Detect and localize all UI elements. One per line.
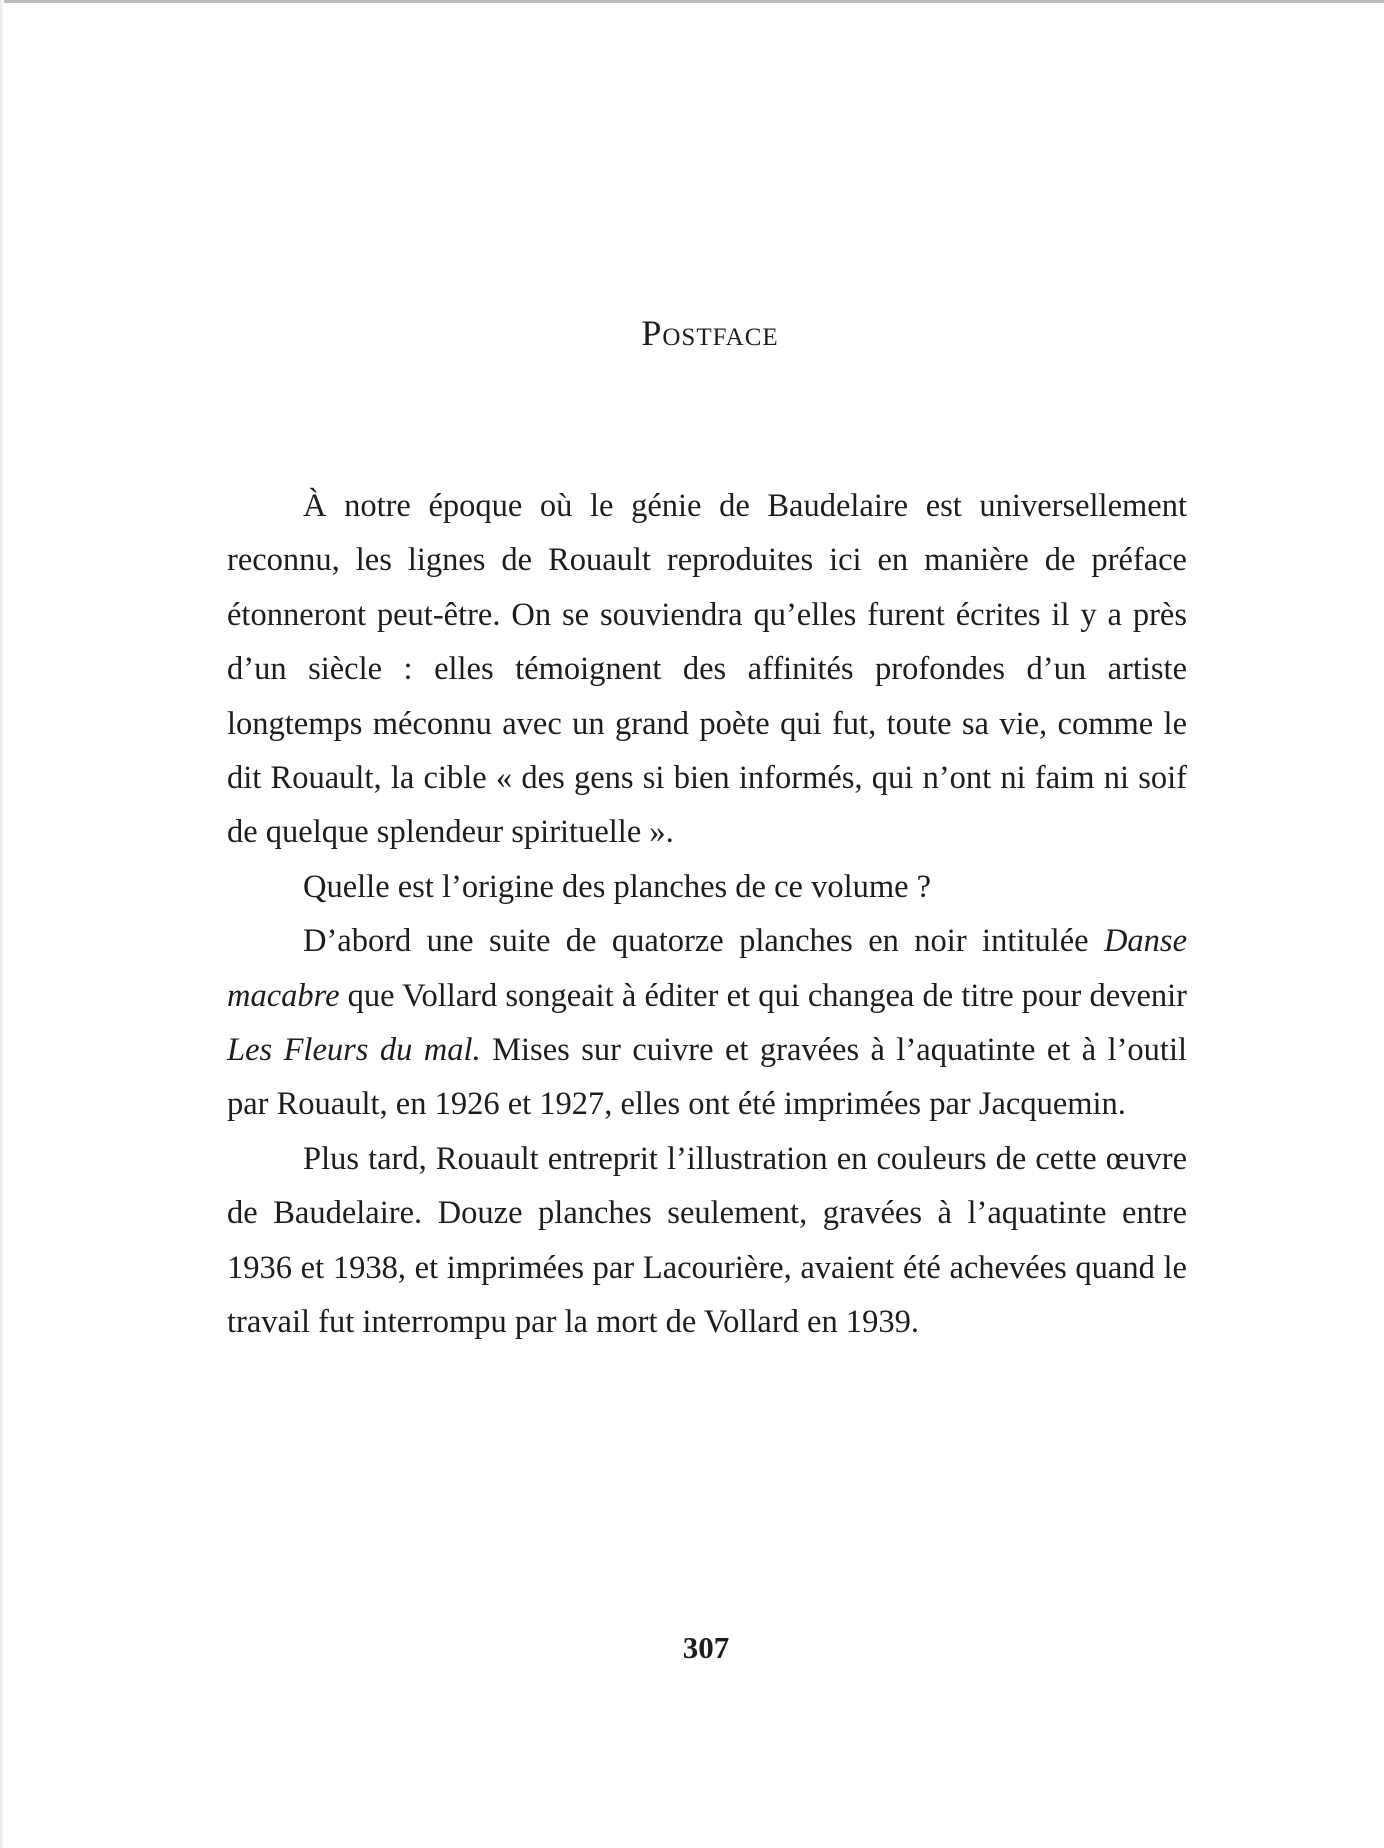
page-number: 307 — [682, 1630, 730, 1665]
italic-title-fleurs-du-mal: Les Fleurs du mal. — [227, 1032, 481, 1069]
text-segment: D’abord une suite de quatorze planches en noir intitulée — [303, 923, 1104, 960]
chapter-title: Postface — [641, 313, 779, 353]
paragraph-3 — [227, 914, 1187, 1132]
italic-title-danse-macabre: Danse macabre — [227, 923, 1187, 1014]
page-left-edge — [0, 0, 4, 1848]
text-segment: Quelle est l’origine des planches de ce volume ? — [303, 868, 932, 905]
body-text — [227, 479, 1187, 1350]
paragraph-2 — [227, 860, 1187, 914]
text-segment: À notre époque où le génie de Baudelaire est universellement reconnu, les lignes de Rouault reproduites ici en manière de préface étonneront peut-être. On se souviendra qu’elles furent écrites il y a près d’un siècle : elles témoignent des affinités profondes d’un artiste longtemps méconnu avec un grand poète qui fut, toute sa vie, comme le dit Rouault, la cible « des gens si bien informés, qui n’ont ni faim ni soif de quelque splendeur spirituelle ». — [227, 488, 1187, 851]
text-segment: Plus tard, Rouault entreprit l’illustration en couleurs de cette œuvre de Baudelaire. Douze planches seulement, gravées à l’aquatinte entre 1936 et 1938, et imprimées par Lacourière, avaient été achevées quand le travail fut interrompu par la mort de Vollard en 1939. — [227, 1140, 1187, 1341]
page-top-edge — [0, 0, 1384, 3]
text-segment: que Vollard songeait à éditer et qui changea de titre pour devenir — [339, 977, 1187, 1014]
paragraph-4 — [227, 1132, 1187, 1350]
paragraph-1 — [227, 479, 1187, 860]
text-segment: Mises sur cuivre et gravées à l’aquatinte et à l’outil par Rouault, en 1926 et 1927, elles ont été imprimées par Jacquemin. — [227, 1032, 1188, 1123]
